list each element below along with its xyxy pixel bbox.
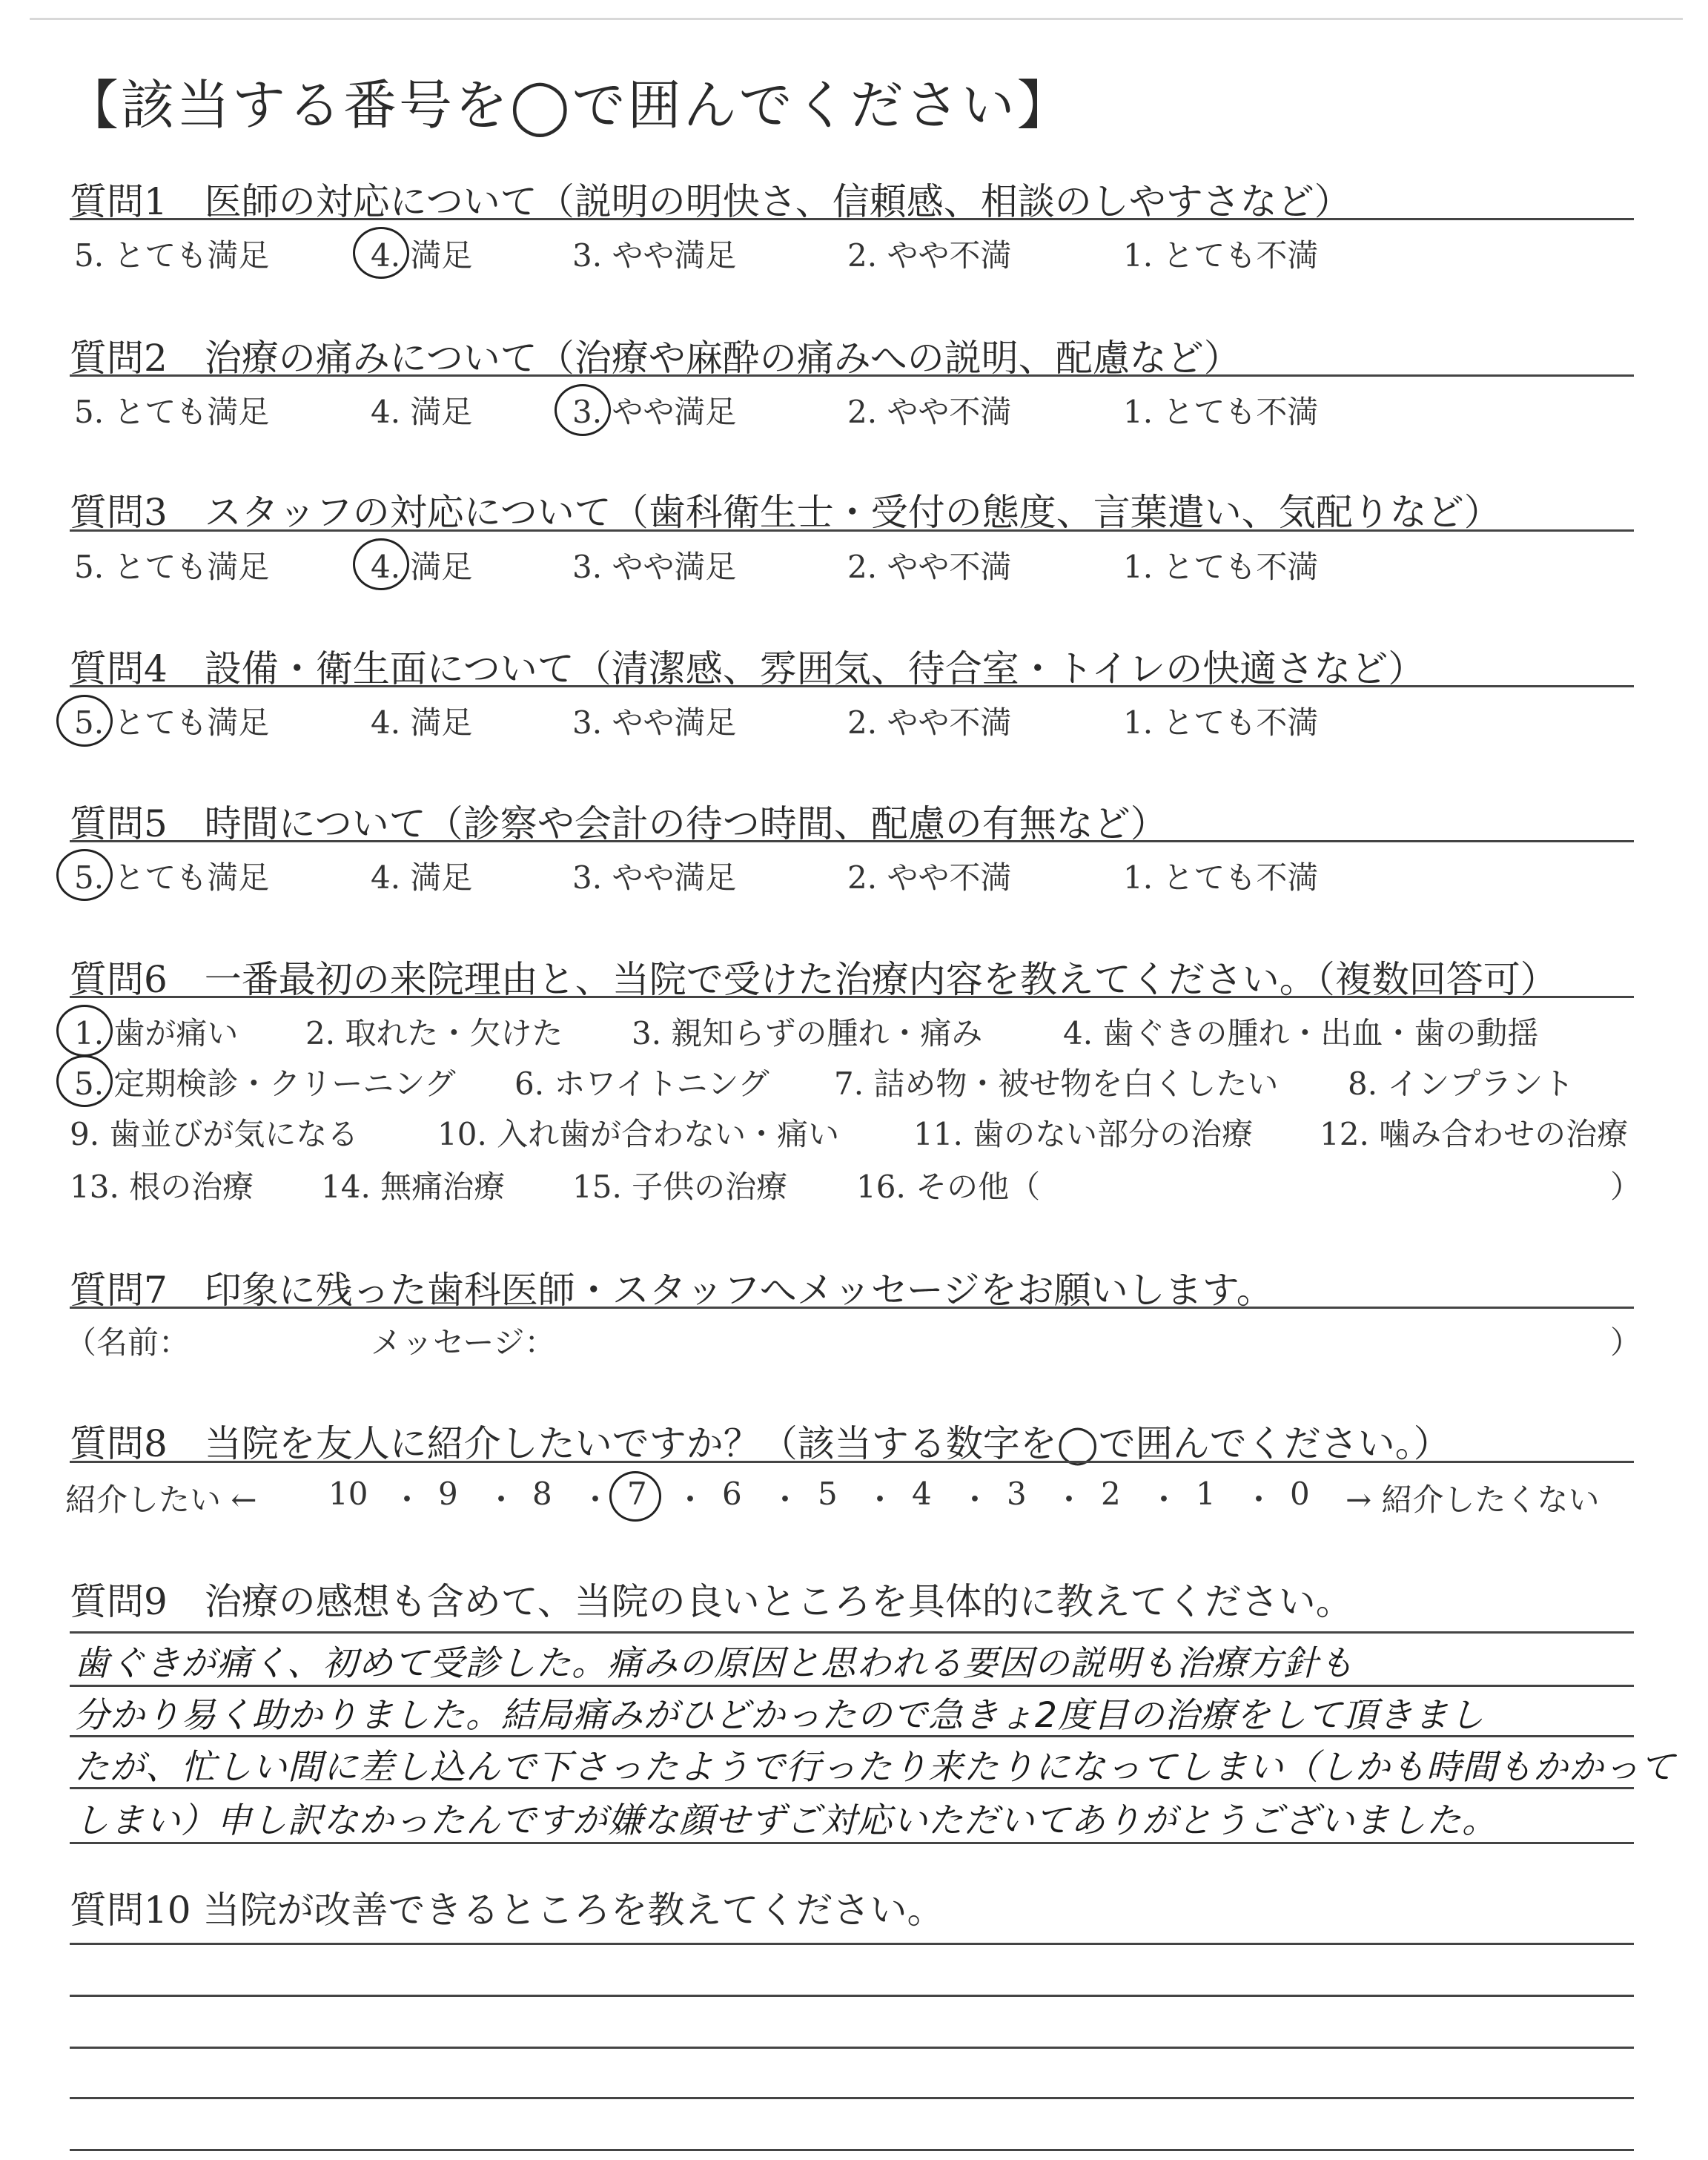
q3-option-2[interactable]: 2. やや不満 [847, 549, 1012, 585]
q5-answer-circle [56, 849, 113, 901]
q6-option-2[interactable]: 2. 取れた・欠けた [305, 1015, 563, 1051]
question-3-title: 質問3 スタッフの対応について（歯科衛生士・受付の態度、言葉遣い、気配りなど） [70, 491, 1501, 534]
q1-option-5[interactable]: 5. とても満足 [74, 237, 270, 274]
q6-option-4[interactable]: 4. 歯ぐきの腫れ・出血・歯の動揺 [1063, 1015, 1539, 1051]
q3-option-4[interactable]: 4. 満足 [371, 549, 473, 585]
q2-answer-circle [555, 384, 611, 436]
q8-separator: ・ [580, 1482, 612, 1518]
q4-option-2[interactable]: 2. やや不満 [847, 704, 1012, 741]
q6-option-13[interactable]: 13. 根の治療 [70, 1169, 254, 1205]
q8-left-label: 紹介したい ← [65, 1482, 257, 1518]
question-8-rule [70, 1461, 1634, 1463]
q10-answer-rule-2 [70, 1995, 1634, 1997]
q5-option-4[interactable]: 4. 満足 [371, 859, 473, 896]
q5-option-3[interactable]: 3. やや満足 [572, 859, 737, 896]
q2-option-5[interactable]: 5. とても満足 [74, 394, 270, 430]
q7-name-label: （名前： [65, 1324, 191, 1361]
q7-message-label: メッセージ： [371, 1324, 556, 1361]
question-9-title: 質問9 治療の感想も含めて、当院の良いところを具体的に教えてください。 [70, 1580, 1353, 1623]
q7-close-paren: ） [1610, 1324, 1642, 1361]
question-7-rule [70, 1307, 1634, 1309]
question-2-rule [70, 374, 1634, 377]
q9-answer-line-3: たが、忙しい間に差し込んで下さったようで行ったり来たりになってしまい（しかも時間もかかって [74, 1747, 1675, 1788]
q8-scale-8[interactable]: 8 [532, 1476, 552, 1512]
q1-option-3[interactable]: 3. やや満足 [572, 237, 737, 274]
q3-option-5[interactable]: 5. とても満足 [74, 549, 270, 585]
q8-scale-6[interactable]: 6 [722, 1476, 742, 1512]
q4-option-4[interactable]: 4. 満足 [371, 704, 473, 741]
q6-answer-circle-5 [56, 1055, 113, 1107]
q8-answer-circle [609, 1471, 661, 1522]
q6-option-8[interactable]: 8. インプラント [1348, 1066, 1575, 1102]
q4-answer-circle [56, 695, 113, 747]
q5-option-1[interactable]: 1. とても不満 [1123, 859, 1319, 896]
q6-option-10[interactable]: 10. 入れ歯が合わない・痛い [437, 1116, 840, 1152]
q10-answer-rule-5 [70, 2149, 1634, 2151]
q2-option-1[interactable]: 1. とても不満 [1123, 394, 1319, 430]
question-5-rule [70, 840, 1634, 842]
q2-option-2[interactable]: 2. やや不満 [847, 394, 1012, 430]
q9-answer-rule-1 [70, 1631, 1634, 1634]
q6-option-9[interactable]: 9. 歯並びが気になる [70, 1116, 359, 1152]
question-5-title: 質問5 時間について（診察や会計の待つ時間、配慮の有無など） [70, 802, 1168, 845]
question-7-title: 質問7 印象に残った歯科医師・スタッフへメッセージをお願いします。 [70, 1269, 1274, 1312]
q1-option-4[interactable]: 4. 満足 [371, 237, 473, 274]
q6-option-6[interactable]: 6. ホワイトニング [514, 1066, 769, 1102]
q8-separator: ・ [1243, 1482, 1275, 1518]
q3-option-1[interactable]: 1. とても不満 [1123, 549, 1319, 585]
q5-option-2[interactable]: 2. やや不満 [847, 859, 1012, 896]
q5-option-5[interactable]: 5. とても満足 [74, 859, 270, 896]
q8-separator: ・ [391, 1482, 423, 1518]
q8-separator: ・ [959, 1482, 991, 1518]
q8-separator: ・ [1053, 1482, 1085, 1518]
q8-scale-10[interactable]: 10 [328, 1476, 368, 1512]
q9-answer-line-2: 分かり易く助かりました。結局痛みがひどかったので急きょ2度目の治療をして頂きまし [74, 1695, 1485, 1736]
q9-answer-line-1: 歯ぐきが痛く、初めて受診した。痛みの原因と思われる要因の説明も治療方針も [74, 1643, 1355, 1684]
question-4-title: 質問4 設備・衛生面について（清潔感、雰囲気、待合室・トイレの快適さなど） [70, 647, 1426, 690]
q2-option-4[interactable]: 4. 満足 [371, 394, 473, 430]
q8-right-label: → 紹介したくない [1345, 1482, 1600, 1518]
q8-separator: ・ [675, 1482, 706, 1518]
q6-option-3[interactable]: 3. 親知らずの腫れ・痛み [632, 1015, 983, 1051]
q6-option-15[interactable]: 15. 子供の治療 [572, 1169, 788, 1205]
q8-scale-1[interactable]: 1 [1196, 1476, 1216, 1512]
question-1-title: 質問1 医師の対応について（説明の明快さ、信頼感、相談のしやすさなど） [70, 180, 1351, 223]
q4-option-5[interactable]: 5. とても満足 [74, 704, 270, 741]
question-4-rule [70, 685, 1634, 687]
q8-scale-4[interactable]: 4 [912, 1476, 932, 1512]
q9-answer-line-4: しまい）申し訳なかったんですが嫌な顔せずご対応いただいてありがとうございました。 [74, 1800, 1497, 1841]
q8-separator: ・ [864, 1482, 896, 1518]
q1-option-1[interactable]: 1. とても不満 [1123, 237, 1319, 274]
q8-separator: ・ [769, 1482, 801, 1518]
q8-separator: ・ [1148, 1482, 1180, 1518]
question-2-title: 質問2 治療の痛みについて（治療や麻酔の痛みへの説明、配慮など） [70, 337, 1241, 380]
q2-option-3[interactable]: 3. やや満足 [572, 394, 737, 430]
q8-scale-0[interactable]: 0 [1290, 1476, 1310, 1512]
q8-scale-9[interactable]: 9 [438, 1476, 458, 1512]
q6-option-11[interactable]: 11. 歯のない部分の治療 [913, 1116, 1254, 1152]
question-3-rule [70, 529, 1634, 532]
q8-separator: ・ [486, 1482, 517, 1518]
q3-answer-circle [353, 538, 409, 590]
q8-scale-5[interactable]: 5 [818, 1476, 838, 1512]
q8-scale-7[interactable]: 7 [627, 1476, 647, 1512]
q1-option-2[interactable]: 2. やや不満 [847, 237, 1012, 274]
question-6-rule [70, 996, 1634, 998]
q6-option-7[interactable]: 7. 詰め物・被せ物を白くしたい [834, 1066, 1279, 1102]
q4-option-3[interactable]: 3. やや満足 [572, 704, 737, 741]
q6-option-1[interactable]: 1. 歯が痛い [74, 1015, 239, 1051]
q10-answer-rule-1 [70, 1943, 1634, 1945]
page-title: 【該当する番号を◯で囲んでください】 [65, 74, 1073, 136]
q6-option-16[interactable]: 16. その他（ [856, 1169, 1041, 1205]
question-1-rule [70, 218, 1634, 220]
q6-option-12[interactable]: 12. 噛み合わせの治療 [1320, 1116, 1629, 1152]
q8-scale-2[interactable]: 2 [1101, 1476, 1121, 1512]
question-6-title: 質問6 一番最初の来院理由と、当院で受けた治療内容を教えてください。（複数回答可） [70, 958, 1558, 1001]
q6-option-5[interactable]: 5. 定期検診・クリーニング [74, 1066, 456, 1102]
question-10-title: 質問10 当院が改善できるところを教えてください。 [70, 1889, 944, 1932]
page-top-border [30, 18, 1683, 20]
question-8-title: 質問8 当院を友人に紹介したいですか？（該当する数字を◯で囲んでください。） [70, 1422, 1451, 1465]
q1-answer-circle [353, 227, 409, 279]
q10-answer-rule-4 [70, 2097, 1634, 2099]
q6-option-14[interactable]: 14. 無痛治療 [321, 1169, 506, 1205]
q10-answer-rule-3 [70, 2047, 1634, 2049]
q3-option-3[interactable]: 3. やや満足 [572, 549, 737, 585]
q8-scale-3[interactable]: 3 [1007, 1476, 1027, 1512]
q6-other-close-paren: ） [1610, 1169, 1642, 1205]
q6-answer-circle-1 [56, 1005, 113, 1057]
q4-option-1[interactable]: 1. とても不満 [1123, 704, 1319, 741]
